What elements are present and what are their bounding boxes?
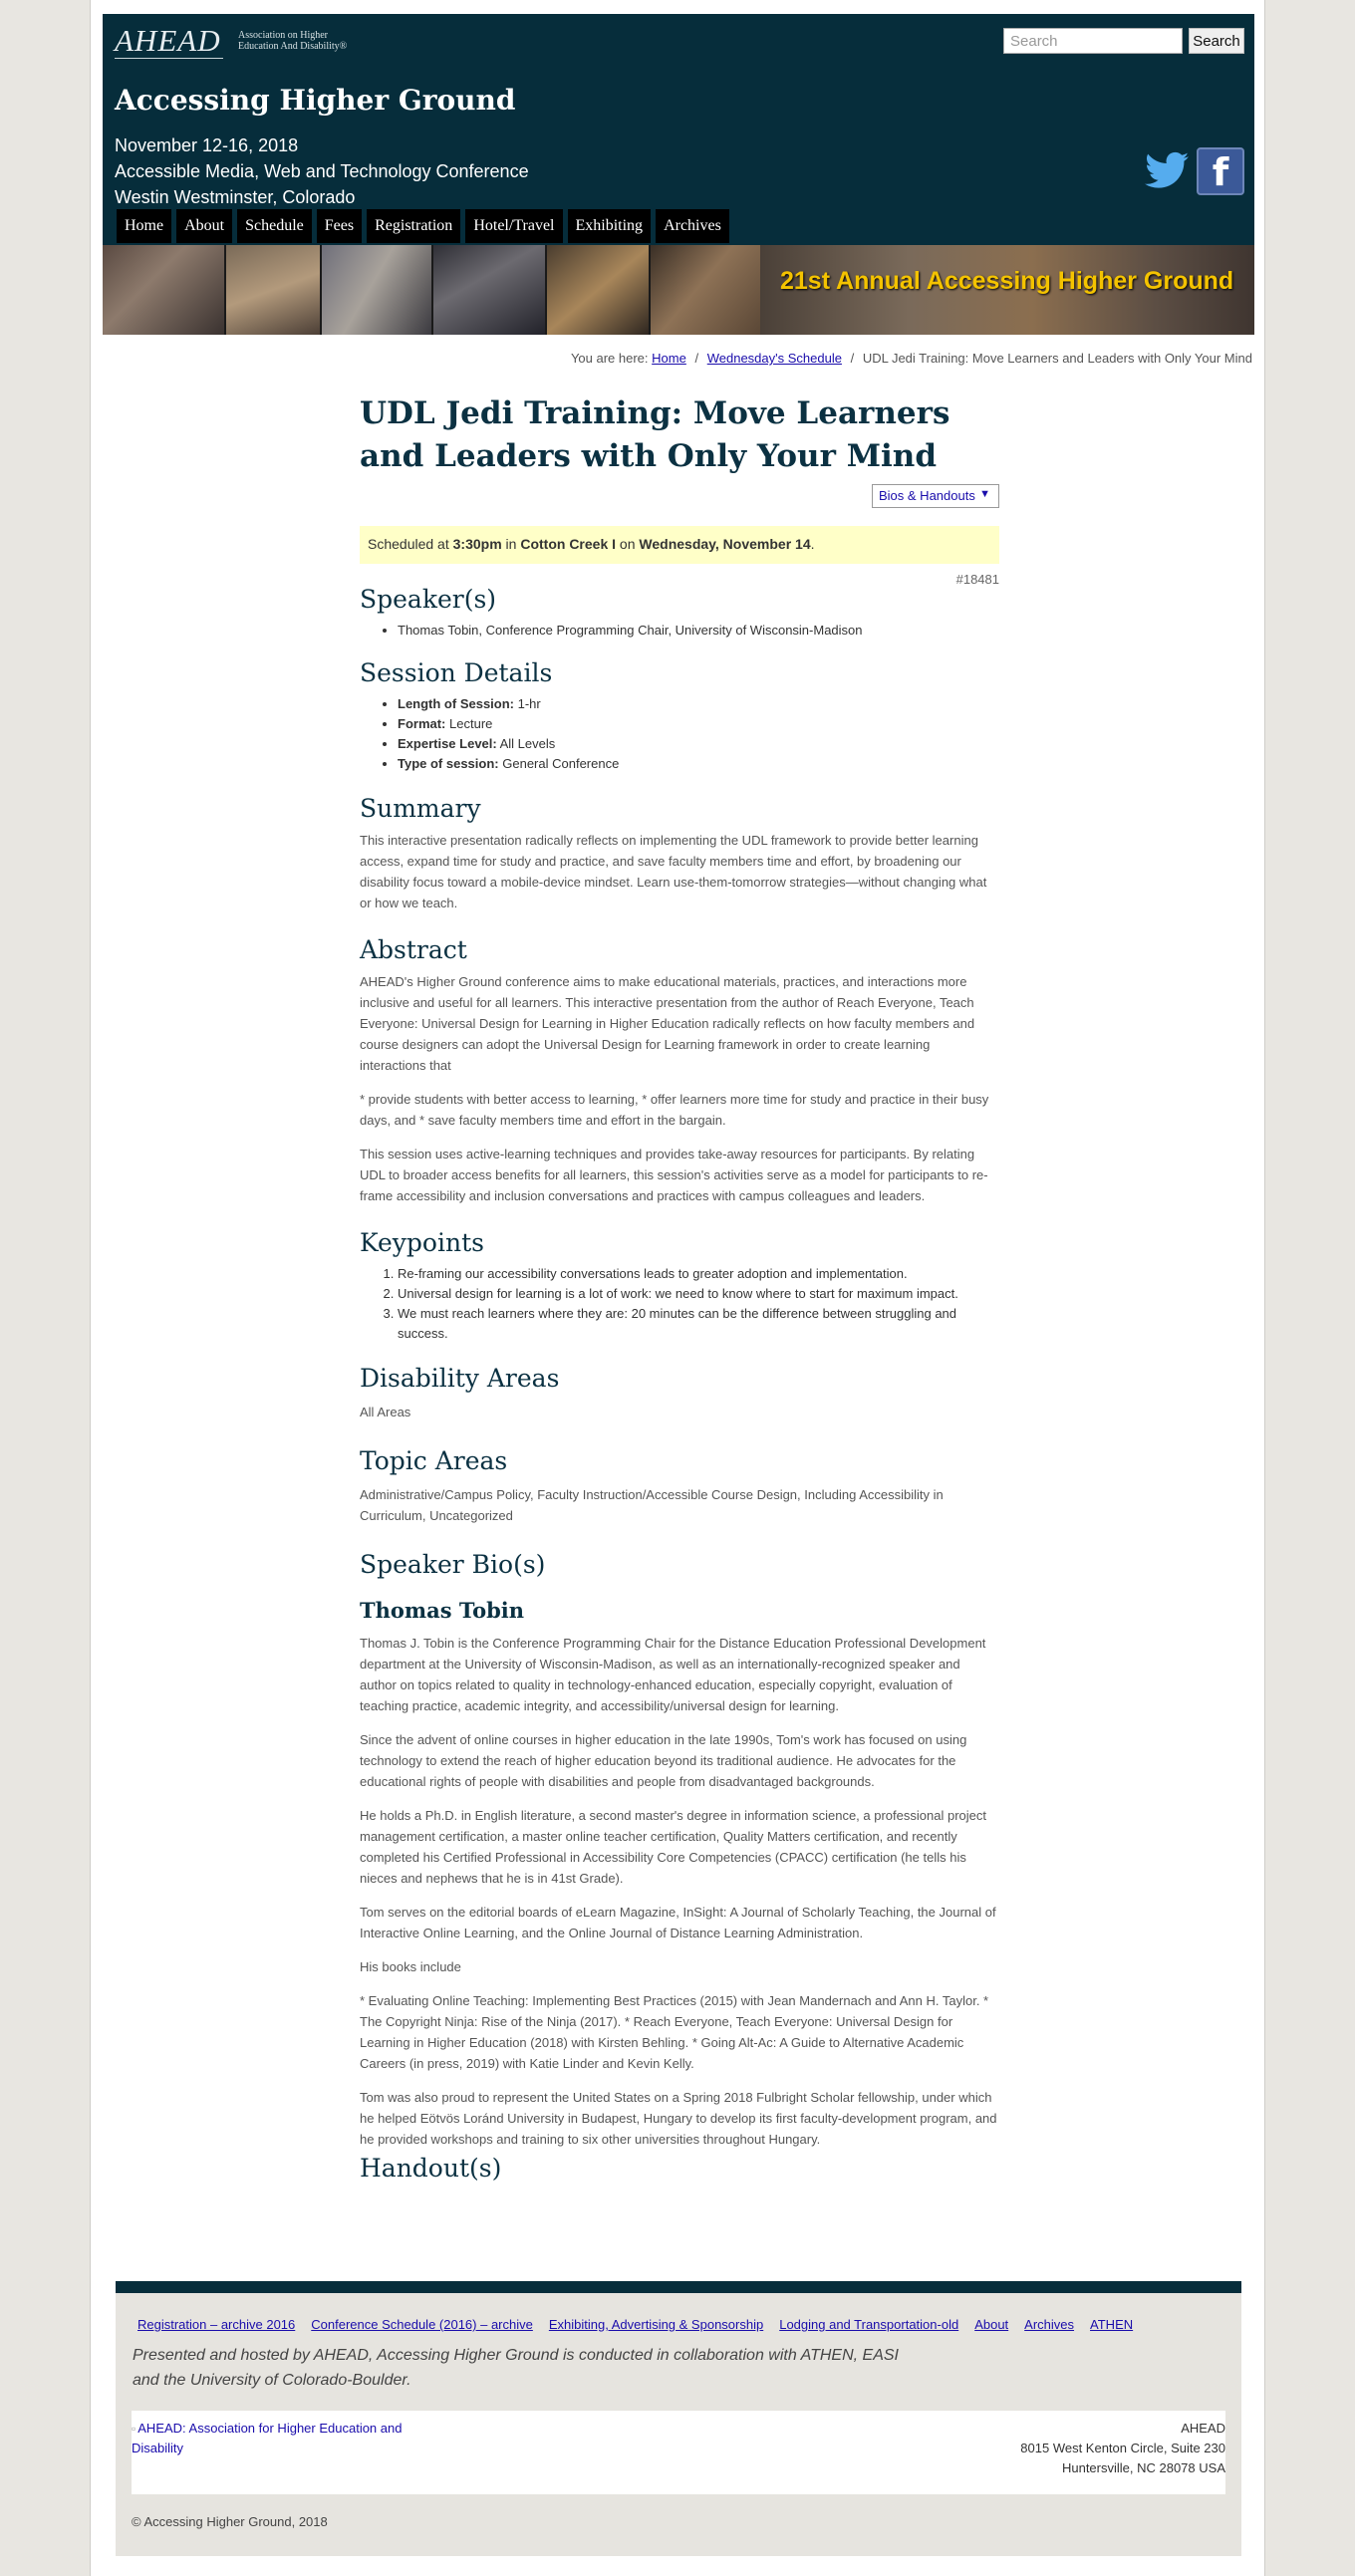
detail-value: All Levels	[499, 736, 556, 751]
footer-logo-alt: AHEAD: Association for Higher Education and Disability	[132, 2421, 403, 2455]
footer-link-exhibiting[interactable]: Exhibiting, Advertising & Sponsorship	[548, 2317, 764, 2332]
banner-photo-collage	[103, 245, 760, 335]
detail-value: Lecture	[449, 716, 493, 731]
breadcrumb-prefix: You are here:	[570, 351, 649, 366]
conference-venue: Westin Westminster, Colorado	[115, 187, 356, 207]
footer-link-archives[interactable]: Archives	[1024, 2317, 1075, 2332]
speakers-list	[360, 621, 999, 641]
bios-handouts-dropdown[interactable]	[872, 484, 999, 508]
nav-hotel-travel[interactable]: Hotel/Travel	[465, 209, 562, 243]
bio-paragraph: His books include	[360, 1959, 461, 1974]
conference-subtitle: Accessible Media, Web and Technology Conference	[115, 161, 529, 181]
footer-bar	[116, 2281, 1241, 2293]
page-wrapper	[90, 0, 1265, 2576]
detail-label: Type of session:	[398, 756, 499, 771]
summary-heading: Summary	[360, 794, 481, 823]
banner-photo	[103, 245, 226, 335]
speaker-bios-heading: Speaker Bio(s)	[360, 1550, 546, 1579]
address-org: AHEAD	[1181, 2421, 1225, 2436]
address-street: 8015 West Kenton Circle, Suite 230	[1020, 2441, 1225, 2455]
schedule-notice	[360, 526, 999, 564]
nav-home[interactable]: Home	[117, 209, 171, 243]
footer-address	[1020, 2419, 1225, 2478]
bio-paragraph: Tom serves on the editorial boards of eLearn Magazine, InSight: A Journal of Scholarly Teaching, the Journal of Interactive Online Learning, and the Online Journal of Distance Learning Administration.	[360, 1905, 996, 1940]
site-title[interactable]: Accessing Higher Ground	[115, 84, 516, 117]
breadcrumb-current: UDL Jedi Training: Move Learners and Leaders with Only Your Mind	[862, 351, 1252, 366]
footer-link-registration-archive[interactable]: Registration – archive 2016	[137, 2317, 296, 2332]
speaker-item: • Thomas Tobin, Conference Programming Chair, University of Wisconsin-Madison	[398, 621, 999, 641]
nav-registration[interactable]: Registration	[367, 209, 460, 243]
topic-areas-text: Administrative/Campus Policy, Faculty Instruction/Accessible Course Design, Including Accessibility in Curriculum, Uncategorized	[360, 1487, 944, 1523]
detail-value: 1-hr	[517, 696, 541, 711]
detail-value: General Conference	[502, 756, 620, 771]
bio-paragraph: Thomas J. Tobin is the Conference Programming Chair for the Distance Education Professional Development department at the University of Wisconsin-Madison, as well as an internationally-recognized speaker and author on topics related to quality in technology-enhanced education, especially copyright, evaluation of teaching practice, academic integrity, and accessibility/universal design for learning.	[360, 1636, 986, 1713]
detail-label: Expertise Level:	[398, 736, 497, 751]
abstract-paragraph: * provide students with better access to learning, * offer learners more time for study and practice in their busy days, and * save faculty members time and effort in the bargain.	[360, 1092, 989, 1128]
schedule-in: in	[505, 536, 517, 552]
footer-info-box	[132, 2411, 1225, 2494]
breadcrumb-separator: /	[694, 351, 699, 366]
nav-archives[interactable]: Archives	[656, 209, 729, 243]
bio-paragraph: He holds a Ph.D. in English literature, a second master's degree in information science, a professional project management certification, a master online teacher certification, Quality Matters certification, and recently completed his Certified Professional in Accessibility Core Competencies (CPACC) certification (he tells his nieces and nephews that he is in 41st Grade).	[360, 1808, 986, 1886]
bio-paragraph: * Evaluating Online Teaching: Implementing Best Practices (2015) with Jean Mandernach and Ann H. Taylor. * The Copyright Ninja: Rise of the Ninja (2017). * Reach Everyone, Teach Everyone: Universal Design for Learning in Higher Education (2018) with Kirsten Behling. * Going Alt-Ac: A Guide to Alternative Academic Careers (in press, 2019) with Katie Linder and Kevin Kelly.	[360, 1993, 989, 2071]
keypoint-item: 2. Universal design for learning is a lot of work: we need to know where to start for maximum impact.	[398, 1284, 999, 1304]
bio-paragraph: Tom was also proud to represent the United States on a Spring 2018 Fulbright Scholar fellowship, under which he helped Eötvös Loránd University in Budapest, Hungary to develop its first faculty-development program, and he provided workshops and training to six other universities throughout Hungary.	[360, 2090, 997, 2147]
site-footer	[116, 2281, 1241, 2556]
speakers-heading: Speaker(s)	[360, 585, 497, 614]
footer-note: Presented and hosted by AHEAD, Accessing Higher Ground is conducted in collaboration with ATHEN, EASI and the University of Colorado-Boulder.	[133, 2347, 899, 2389]
banner-photo	[547, 245, 651, 335]
abstract-paragraph: AHEAD's Higher Ground conference aims to make educational materials, practices, and interactions more inclusive and useful for all learners. This interactive presentation from the author of Reach Everyone, Teach Everyone: Universal Design for Learning in Higher Education radically reflects on how faculty members and course designers can adopt the Universal Design for Learning framework in order to create learning interactions that	[360, 974, 975, 1073]
abstract-heading: Abstract	[360, 935, 467, 964]
breadcrumb-separator: /	[850, 351, 855, 366]
bio-paragraph: Since the advent of online courses in higher education in the late 1990s, Tom's work has focused on using technology to extend the reach of higher education beyond its traditional audience. He advocates for the educational rights of people with disabilities and people from disadvantaged backgrounds.	[360, 1732, 967, 1789]
detail-expertise	[398, 734, 999, 754]
summary-text: This interactive presentation radically reflects on implementing the UDL framework to provide better learning access, expand time for study and practice, and save faculty members time and effort, by broadening our disability focus toward a mobile-device mindset. Learn use-them-tomorrow strategies—without changing what or how we teach.	[360, 833, 987, 910]
logo-main-text: AHEAD	[115, 23, 221, 58]
topic-areas-heading: Topic Areas	[360, 1446, 508, 1475]
schedule-prefix: Scheduled at	[368, 536, 449, 552]
broken-image-icon: ▫	[132, 2422, 136, 2436]
address-city: Huntersville, NC 28078 USA	[1061, 2460, 1225, 2475]
chevron-down-icon: ▼	[979, 488, 990, 500]
banner-photo	[322, 245, 433, 335]
keypoint-item: 3. We must reach learners where they are: 20 minutes can be the difference between struggling and success.	[398, 1304, 999, 1344]
detail-type	[398, 754, 999, 774]
schedule-room: Cotton Creek I	[520, 536, 617, 552]
schedule-time: 3:30pm	[452, 536, 502, 552]
session-id: #18481	[955, 572, 999, 587]
footer-link-schedule-archive[interactable]: Conference Schedule (2016) – archive	[311, 2317, 533, 2332]
detail-label: Length of Session:	[398, 696, 514, 711]
detail-format	[398, 714, 999, 734]
site-header	[103, 14, 1254, 335]
footer-links	[137, 2317, 1133, 2332]
footer-ahead-logo-link[interactable]	[132, 2419, 440, 2458]
banner-text: 21st Annual Accessing Higher Ground	[780, 267, 1234, 295]
footer-link-about[interactable]: About	[974, 2317, 1009, 2332]
session-details-heading: Session Details	[360, 658, 553, 687]
footer-link-lodging[interactable]: Lodging and Transportation-old	[779, 2317, 959, 2332]
logo-sub-text: Association on Higher Education And Disability®	[238, 30, 348, 52]
main-nav	[117, 209, 729, 243]
nav-exhibiting[interactable]: Exhibiting	[568, 209, 652, 243]
abstract-paragraph: This session uses active-learning techniques and provides take-away resources for participants. By relating UDL to broader access benefits for all learners, this session's activities serve as a model for participants to re-frame accessibility and inclusion conversations and practices with campus colleagues and leaders.	[360, 1147, 988, 1203]
footer-link-athen[interactable]: ATHEN	[1090, 2317, 1134, 2332]
facebook-icon[interactable]: f	[1197, 147, 1244, 195]
breadcrumb-home[interactable]: Home	[652, 351, 686, 366]
banner-photo	[433, 245, 547, 335]
detail-label: Format:	[398, 716, 446, 731]
header-banner	[103, 245, 1254, 335]
handouts-heading: Handout(s)	[360, 2154, 502, 2183]
banner-photo	[226, 245, 322, 335]
schedule-on: on	[619, 536, 636, 552]
session-details-list	[360, 694, 999, 774]
banner-photo	[651, 245, 760, 335]
twitter-icon[interactable]	[1143, 147, 1191, 195]
search-button[interactable]: Search	[1189, 28, 1244, 54]
copyright: © Accessing Higher Ground, 2018	[132, 2514, 328, 2529]
keypoint-item: 1. Re-framing our accessibility conversations leads to greater adoption and implementation.	[398, 1264, 999, 1284]
nav-fees[interactable]: Fees	[317, 209, 362, 243]
disability-areas-heading: Disability Areas	[360, 1364, 560, 1393]
keypoints-list	[360, 1264, 999, 1344]
detail-length	[398, 694, 999, 714]
search-input[interactable]	[1003, 28, 1183, 54]
keypoints-heading: Keypoints	[360, 1228, 484, 1257]
disability-areas-text: All Areas	[360, 1405, 411, 1419]
nav-about[interactable]: About	[176, 209, 232, 243]
breadcrumb	[571, 351, 1252, 366]
conference-dates: November 12-16, 2018	[115, 135, 299, 155]
schedule-day: Wednesday, November 14	[639, 536, 811, 552]
breadcrumb-wednesday-schedule[interactable]: Wednesday's Schedule	[706, 351, 842, 366]
nav-schedule[interactable]: Schedule	[237, 209, 312, 243]
schedule-end: .	[810, 536, 815, 552]
bio-speaker-name: Thomas Tobin	[360, 1598, 525, 1623]
main-content	[360, 392, 999, 2184]
bios-handouts-label: Bios & Handouts	[879, 488, 975, 503]
page-title: UDL Jedi Training: Move Learners and Leaders with Only Your Mind	[360, 395, 950, 474]
